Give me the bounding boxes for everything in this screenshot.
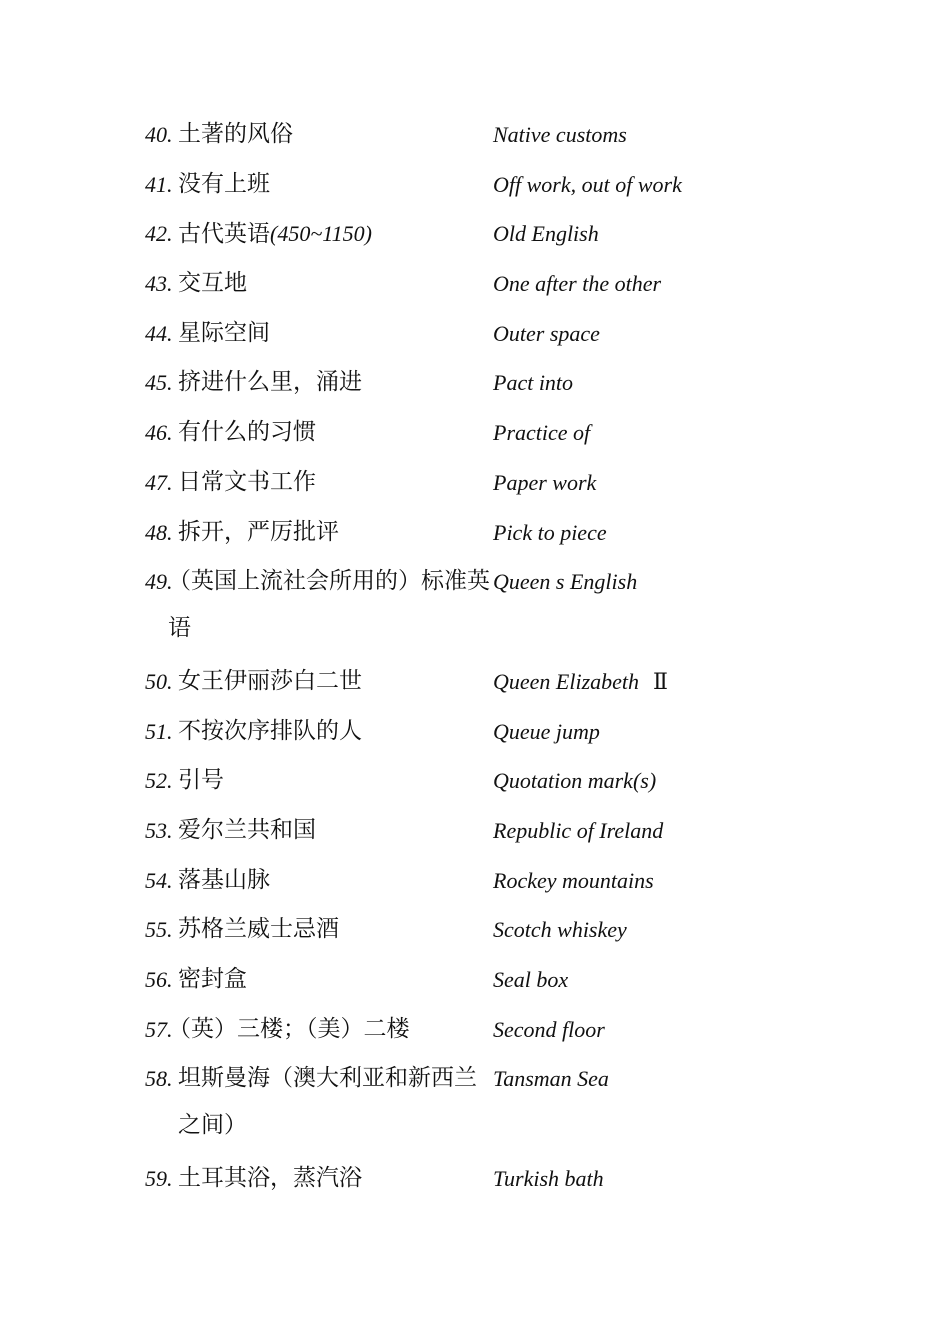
english-term: Pact into [493, 370, 574, 396]
list-item [145, 166, 845, 216]
entry-number: 47. [145, 469, 173, 495]
chinese-term: 苏格兰威士忌酒 [178, 916, 339, 943]
list-item [145, 116, 845, 166]
chinese-term: 爱尔兰共和国 [178, 816, 316, 843]
english-term [493, 663, 845, 701]
list-item [145, 961, 845, 1011]
entry-number: 59. [145, 1166, 173, 1192]
roman-numeral: Ⅱ [653, 669, 668, 695]
list-item [145, 364, 845, 414]
entry-number: 49. [145, 569, 173, 595]
list-item [145, 315, 845, 365]
chinese-term-text: 古代英语 [178, 221, 270, 248]
english-term: Queue jump [493, 718, 600, 744]
english-term: One after the other [493, 271, 662, 297]
list-item [145, 514, 845, 564]
chinese-term: 土著的风俗 [178, 121, 293, 147]
date-range: (450~1150) [270, 221, 372, 247]
chinese-term: 落基山脉 [178, 866, 270, 893]
chinese-term: 女王伊丽莎白二世 [178, 667, 362, 694]
chinese-term: 日常文书工作 [178, 468, 316, 495]
chinese-term: 不按次序排队的人 [178, 717, 362, 744]
list-item [145, 464, 845, 514]
chinese-term: 有什么的习惯 [178, 419, 316, 446]
entry-number: 54. [145, 867, 173, 893]
chinese-term: 交互地 [178, 270, 247, 297]
chinese-term: 星际空间 [178, 319, 270, 346]
entry-number: 50. [145, 668, 173, 694]
entry-number: 57. [145, 1016, 173, 1042]
chinese-term: （英）三楼；（美）二楼 [168, 1015, 410, 1042]
chinese-term: 拆开，严厉批评 [178, 518, 339, 545]
english-term: Second floor [493, 1016, 605, 1042]
english-term: Off work, out of work [493, 171, 682, 197]
list-item [145, 911, 845, 961]
english-term: Paper work [493, 469, 597, 495]
list-item [145, 215, 845, 265]
english-term-text: Queen Elizabeth [493, 668, 640, 694]
chinese-term: 坦斯曼海（澳大利亚和新西兰之间） [178, 1065, 477, 1139]
entry-number: 56. [145, 967, 173, 992]
entry-number: 58. [145, 1066, 173, 1092]
chinese-term: （英国上流社会所用的）标准英语 [168, 568, 490, 642]
english-term: Queen s English [493, 569, 638, 595]
list-item [145, 265, 845, 315]
list-item [145, 762, 845, 812]
english-term: Pick to piece [493, 519, 607, 545]
english-term: Rockey mountains [493, 867, 654, 893]
entry-number: 43. [145, 271, 173, 297]
english-term: Old English [493, 221, 599, 247]
entry-number: 42. [145, 221, 173, 247]
entry-number: 52. [145, 768, 173, 794]
list-item [145, 1160, 845, 1210]
entry-number: 55. [145, 917, 173, 943]
english-term: Practice of [493, 420, 591, 446]
chinese-term: 没有上班 [178, 170, 270, 197]
vocabulary-list [145, 116, 845, 1210]
list-item [145, 713, 845, 763]
english-term: Republic of Ireland [493, 817, 664, 843]
entry-number: 51. [145, 718, 173, 744]
chinese-term: 引号 [178, 767, 224, 794]
entry-number: 40. [145, 122, 173, 147]
chinese-term: 密封盒 [178, 966, 247, 992]
english-term: Tansman Sea [493, 1066, 609, 1092]
entry-number: 44. [145, 320, 173, 346]
english-term: Seal box [493, 967, 569, 992]
chinese-term: 土耳其浴，蒸汽浴 [178, 1165, 362, 1192]
entry-number: 46. [145, 420, 173, 446]
list-item [145, 862, 845, 912]
english-term: Outer space [493, 320, 600, 346]
list-item [145, 812, 845, 862]
english-term: Scotch whiskey [493, 917, 627, 943]
english-term: Quotation mark(s) [493, 768, 657, 794]
list-item [145, 1060, 845, 1160]
list-item [145, 1011, 845, 1061]
list-item [145, 563, 845, 663]
english-term: Native customs [493, 122, 627, 147]
english-term: Turkish bath [493, 1166, 604, 1192]
chinese-term: 挤进什么里，涌进 [178, 369, 362, 396]
entry-number: 53. [145, 817, 173, 843]
entry-number: 48. [145, 519, 173, 545]
chinese-term [178, 215, 493, 253]
list-item [145, 414, 845, 464]
entry-number: 45. [145, 370, 173, 396]
list-item [145, 663, 845, 713]
entry-number: 41. [145, 171, 173, 197]
